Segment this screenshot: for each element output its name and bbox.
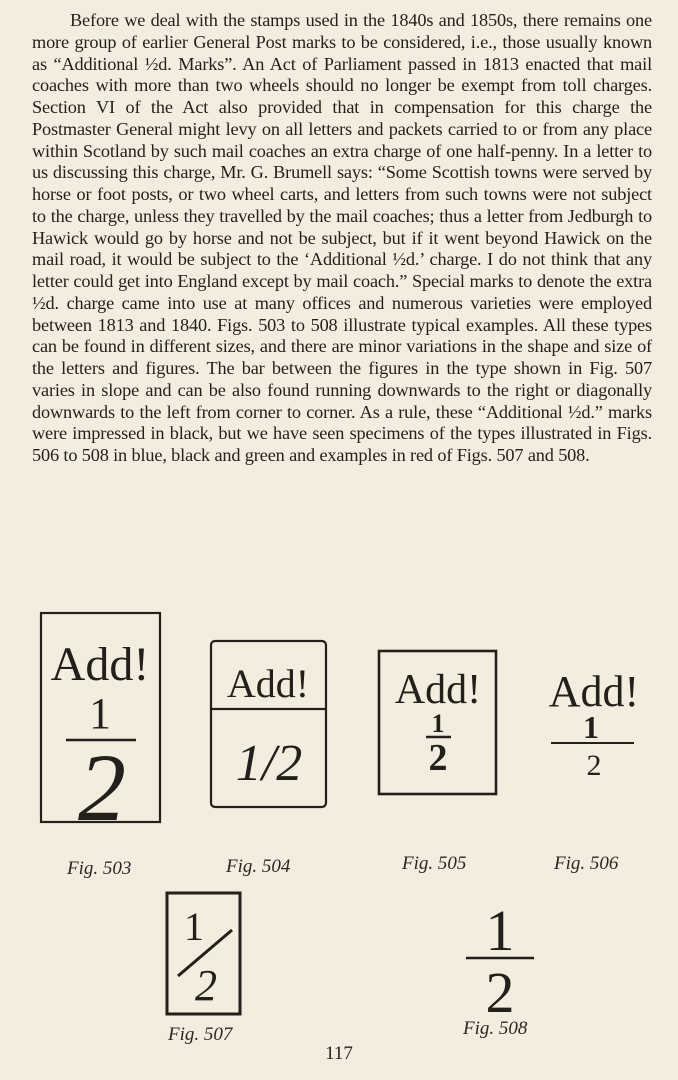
fig-508-numerator: 1 (485, 898, 515, 963)
fig-505-denominator: 2 (428, 737, 448, 779)
fig-508-mark (460, 896, 540, 1018)
fig-505-mark (376, 648, 500, 798)
fig-505-numerator: 1 (431, 709, 445, 738)
fig-504-mark (208, 638, 330, 810)
fig-503-mark (38, 610, 164, 826)
fig-506-add-text: Add! (548, 667, 640, 716)
fig-507-numerator: 1 (184, 904, 204, 949)
fig-507-mark (164, 890, 244, 1018)
fig-505-add-text: Add! (394, 667, 482, 713)
fig-506-denominator: 2 (586, 749, 602, 782)
fig-503-numerator: 1 (89, 689, 111, 738)
fig-504-fraction: 1/2 (235, 735, 303, 792)
body-paragraph: Before we deal with the stamps used in the 1840s and 1850s, there remains one more group of earlier General Post marks to be considered, i.e., those usually known as “Additional ½d. Marks”. An Act of Parliament passed in 1813 enacted that mail coaches with more than two wheels should no longer be exempt from toll charges. Section VI of the Act also provided that in compensation for this charge the Postmaster General might levy on all letters and packets carried to or from any place within Scotland by such mail coaches an extra charge of one half-penny. In a letter to us discussing this charge, Mr. G. Brumell says: “Some Scottish towns were served by horse or foot posts, or two wheel carts, and letters from such towns were not subject to the charge, unless they travelled by the mail coaches; thus a letter from Jedburgh to Hawick would go by horse and not be subject, but if it went beyond Hawick on the mail road, it would be subject to the ‘Additional ½d.’ charge. I do not think that any letter could get into England except by mail coach.” Special marks to denote the extra ½d. charge came into use at many offices and numerous varieties were employed between 1813 and 1840. Figs. 503 to 508 illustrate typical examples. All these types can be found in different sizes, and there are minor variations in the shape and size of the letters and figures. The bar between the figures in the type shown in Fig. 507 varies in slope and can be also found running downwards to the right or diagonally downwards to the left from corner to corner. As a rule, these “Additional ½d.” marks were impressed in black, but we have seen specimens of the types illustrated in Figs. 506 to 508 in blue, black and green and examples in red of Figs. 507 and 508. (32, 10, 652, 465)
fig-506-mark (538, 658, 650, 784)
fig-504-caption: Fig. 504 (226, 856, 291, 877)
fig-505-caption: Fig. 505 (402, 853, 467, 874)
page-number: 117 (325, 1043, 353, 1064)
fig-503-caption: Fig. 503 (67, 858, 132, 879)
fig-507-denominator: 2 (195, 961, 217, 1010)
fig-506-numerator: 1 (583, 709, 599, 745)
fig-508-caption: Fig. 508 (463, 1018, 528, 1039)
fig-503-add-text: Add! (50, 638, 150, 691)
fig-504-add-text: Add! (226, 661, 310, 706)
fig-507-caption: Fig. 507 (168, 1024, 233, 1045)
fig-506-caption: Fig. 506 (554, 853, 619, 874)
fig-503-denominator: 2 (78, 734, 126, 826)
fig-508-denominator: 2 (485, 960, 515, 1018)
